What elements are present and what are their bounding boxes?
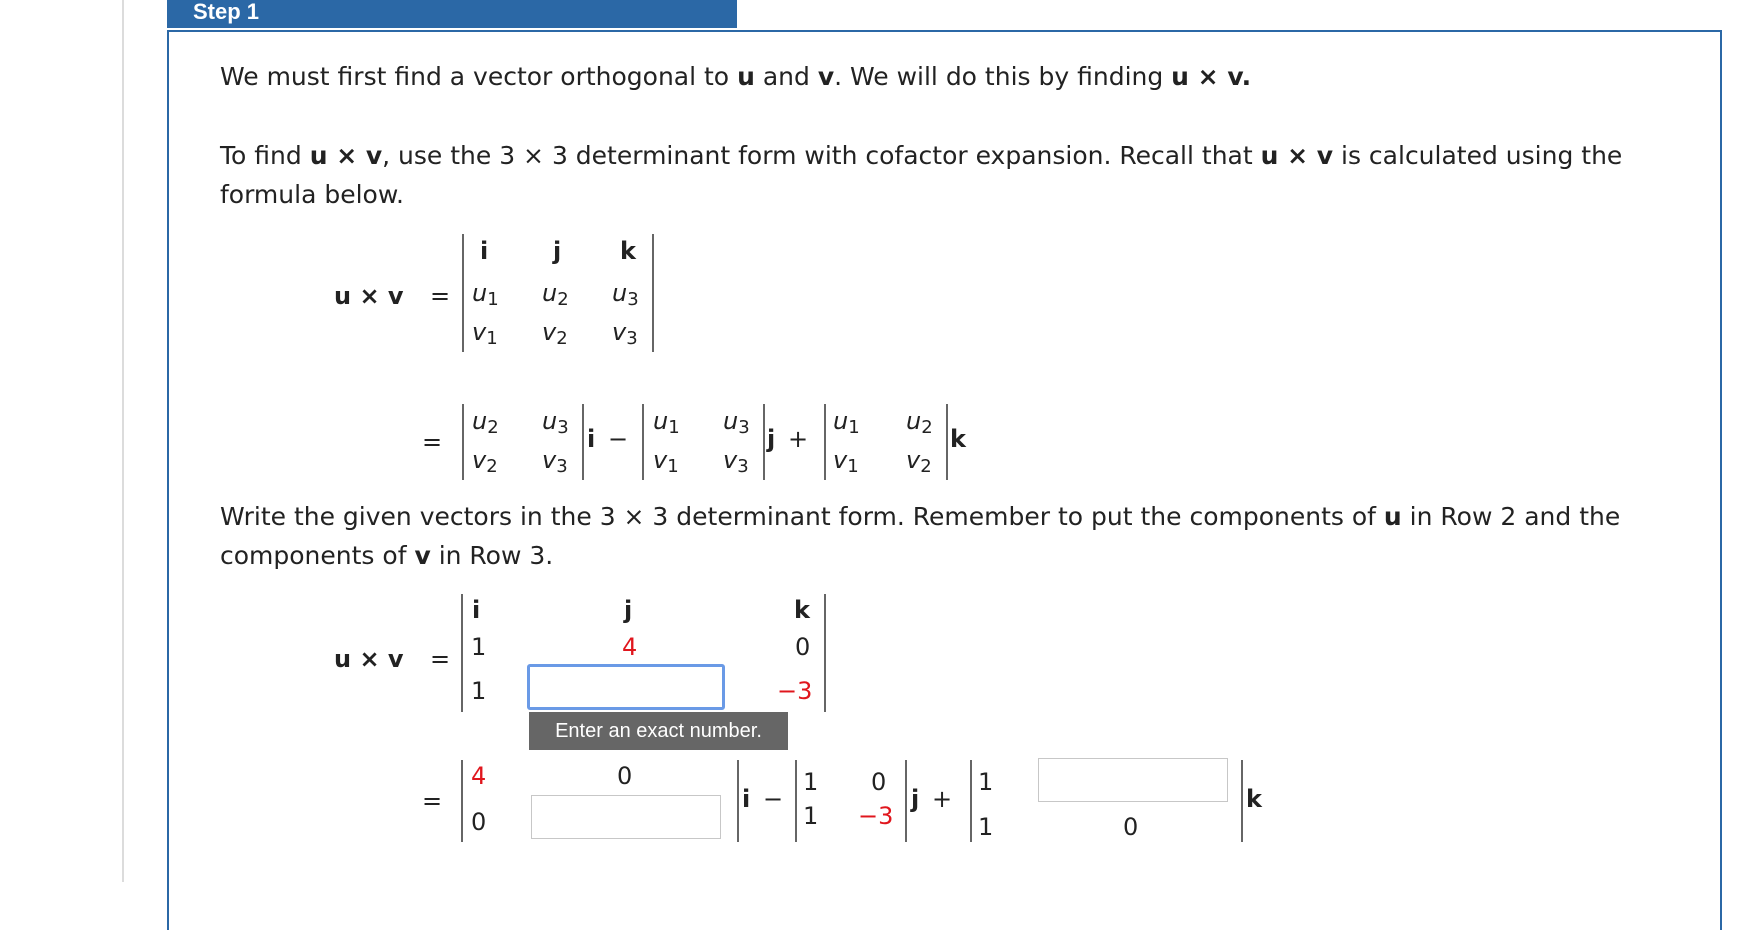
formula-plus: +: [788, 425, 809, 453]
num-unit-k: k: [1246, 785, 1262, 813]
det-u1: $u_1$: [472, 279, 499, 310]
minor-j-v1: $v_1$: [653, 446, 679, 477]
intro-paragraph: We must first find a vector orthogonal to u and v. We will do this by finding u × v.: [220, 62, 1252, 91]
num-minor1-c: 0: [471, 808, 487, 836]
num-minor3-b-input[interactable]: [1038, 758, 1228, 802]
minor-i-u2: $u_2$: [472, 407, 499, 438]
given-lhs: u × v: [334, 645, 404, 673]
minor-i-u3: $u_3$: [542, 407, 569, 438]
minor-k-bar-left: [824, 404, 826, 480]
num-minor2-bar-right: [905, 760, 907, 842]
left-margin-line: [122, 0, 124, 882]
minor-j-bar-left: [642, 404, 644, 480]
det-v2: $v_2$: [542, 318, 568, 349]
num-minor1-a: 4: [471, 762, 487, 790]
formula-intro-paragraph: To find u × v, use the 3 × 3 determinant form with cofactor expansion. Recall that u × v is calculated using the formula below.: [220, 141, 1623, 209]
minor-i-v3: $v_3$: [542, 446, 568, 477]
num-minor3-bar-left: [970, 760, 972, 842]
given-row2-col1: 1: [471, 633, 487, 661]
minor-k-v1: $v_1$: [833, 446, 859, 477]
given-header-j: j: [624, 596, 633, 624]
num-expansion-equals: =: [422, 787, 443, 815]
num-plus: +: [932, 785, 953, 813]
num-minor3-c: 1: [978, 813, 994, 841]
minor-j-bar-right: [763, 404, 765, 480]
num-minor1-bar-right: [737, 760, 739, 842]
num-minus: −: [763, 785, 784, 813]
num-minor2-a: 1: [803, 768, 819, 796]
num-minor2-d: −3: [858, 802, 894, 830]
given-row2-col2: 4: [622, 633, 638, 661]
given-bar-right: [824, 594, 826, 712]
instruction-paragraph: Write the given vectors in the 3 × 3 determinant form. Remember to put the components of u in Row 2 and the components of v in Row 3.: [220, 502, 1621, 570]
det-header-j: j: [553, 237, 562, 265]
num-minor3-a: 1: [978, 768, 994, 796]
minor-j-u1: $u_1$: [653, 407, 680, 438]
minor-k-bar-right: [946, 404, 948, 480]
input-tooltip: Enter an exact number.: [529, 712, 788, 750]
given-equals: =: [430, 645, 451, 673]
formula-equals: =: [430, 282, 451, 310]
minor-k-v2: $v_2$: [906, 446, 932, 477]
minor-j-v3: $v_3$: [723, 446, 749, 477]
det-v3: $v_3$: [612, 318, 638, 349]
given-row3-col3: −3: [777, 677, 813, 705]
det-bar-left: [462, 234, 464, 352]
given-row3-col1: 1: [471, 677, 487, 705]
unit-j: j: [767, 425, 776, 453]
formula-lhs: u × v: [334, 282, 404, 310]
step-header: Step 1: [167, 0, 737, 28]
given-header-i: i: [472, 596, 481, 624]
det-u3: $u_3$: [612, 279, 639, 310]
num-minor2-b: 0: [871, 768, 887, 796]
given-row2-col3: 0: [795, 633, 811, 661]
expansion-equals: =: [422, 428, 443, 456]
unit-k: k: [950, 425, 966, 453]
minor-i-v2: $v_2$: [472, 446, 498, 477]
num-minor1-b: 0: [617, 762, 633, 790]
num-minor2-c: 1: [803, 802, 819, 830]
minor-i-bar-left: [462, 404, 464, 480]
det-bar-right: [652, 234, 654, 352]
num-minor1-d-input[interactable]: [531, 795, 721, 839]
formula-minus: −: [608, 425, 629, 453]
det-header-i: i: [480, 237, 489, 265]
num-minor3-bar-right: [1241, 760, 1243, 842]
given-row3-col2-input[interactable]: [527, 664, 725, 710]
minor-j-u3: $u_3$: [723, 407, 750, 438]
det-v1: $v_1$: [472, 318, 498, 349]
num-minor3-d: 0: [1123, 813, 1139, 841]
num-unit-i: i: [742, 785, 751, 813]
unit-i: i: [587, 425, 596, 453]
num-minor1-bar-left: [461, 760, 463, 842]
minor-i-bar-right: [582, 404, 584, 480]
given-header-k: k: [794, 596, 810, 624]
minor-k-u1: $u_1$: [833, 407, 860, 438]
det-u2: $u_2$: [542, 279, 569, 310]
given-bar-left: [461, 594, 463, 712]
num-unit-j: j: [911, 785, 920, 813]
det-header-k: k: [620, 237, 636, 265]
minor-k-u2: $u_2$: [906, 407, 933, 438]
num-minor2-bar-left: [795, 760, 797, 842]
